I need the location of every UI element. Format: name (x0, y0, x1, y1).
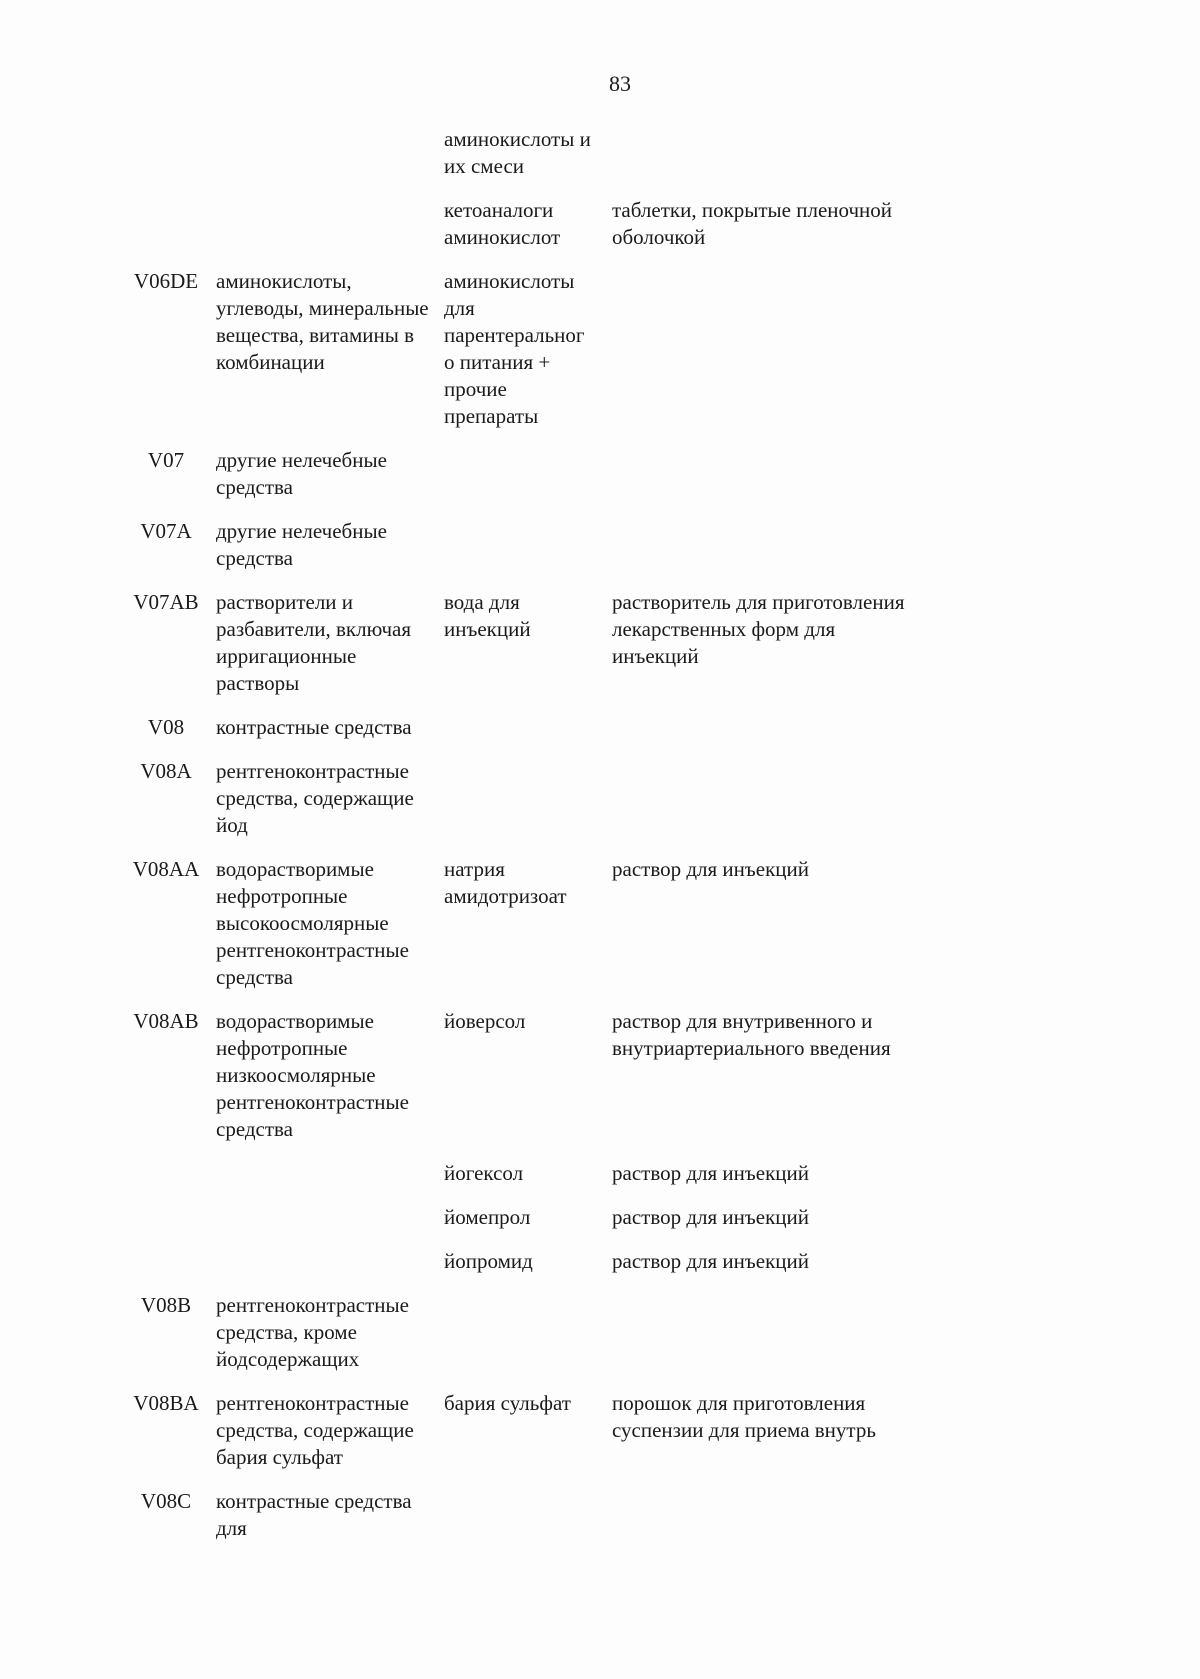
atc-code: V08B (140, 1293, 192, 1317)
dosage-form: порошок для приготовления суспензии для приема внутрь (612, 1391, 876, 1442)
table-row (128, 1248, 1028, 1275)
group-name: рентгеноконтрастные средства, содержащие бария сульфат (216, 1391, 414, 1469)
table-row (128, 1204, 1028, 1231)
table-row (128, 714, 1028, 741)
group-name: контрастные средства для (216, 1489, 412, 1540)
group-name: аминокислоты, углеводы, минеральные вещества, витамины в комбинации (216, 269, 429, 374)
table-row (128, 589, 1028, 697)
drug-classification-table (128, 126, 1028, 1542)
table-row (128, 758, 1028, 839)
atc-code: V08A (140, 759, 192, 783)
drug-name: кетоаналоги аминокислот (444, 198, 561, 249)
atc-code: V08AB (133, 1009, 199, 1033)
dosage-form: растворитель для приготовления лекарственных форм для инъекций (612, 590, 905, 668)
dosage-form: раствор для инъекций (612, 1161, 809, 1185)
drug-name: натрия амидотризоат (444, 857, 567, 908)
drug-name: бария сульфат (444, 1391, 571, 1415)
table-row (128, 126, 1028, 180)
atc-code: V06DE (133, 269, 199, 293)
atc-code: V08C (140, 1489, 192, 1513)
group-name: другие нелечебные средства (216, 519, 387, 570)
dosage-form: раствор для инъекций (612, 1205, 809, 1229)
atc-code: V08AA (132, 857, 200, 881)
drug-name: йомепрол (444, 1205, 531, 1229)
dosage-form: таблетки, покрытые пленочной оболочкой (612, 198, 893, 249)
group-name: рентгеноконтрастные средства, содержащие йод (216, 759, 414, 837)
table-row (128, 268, 1028, 430)
group-name: растворители и разбавители, включая ирригационные растворы (216, 590, 412, 695)
table-row (128, 197, 1028, 251)
drug-name: йопромид (444, 1249, 533, 1273)
drug-name: вода для инъекций (444, 590, 531, 641)
group-name: другие нелечебные средства (216, 448, 387, 499)
table-row (128, 1008, 1028, 1143)
dosage-form: раствор для инъекций (612, 1249, 809, 1273)
group-name: водорастворимые нефротропные высокоосмолярные рентгеноконтрастные средства (216, 857, 409, 989)
drug-name: йоверсол (444, 1009, 526, 1033)
atc-code: V08 (147, 715, 185, 739)
group-name: контрастные средства (216, 715, 412, 739)
table-row (128, 1488, 1028, 1542)
table-row (128, 856, 1028, 991)
atc-code: V07A (140, 519, 192, 543)
atc-code: V07AB (133, 590, 199, 614)
drug-name: аминокислоты и их смеси (444, 127, 591, 178)
table-row (128, 1390, 1028, 1471)
group-name: водорастворимые нефротропные низкоосмолярные рентгеноконтрастные средства (216, 1009, 409, 1141)
table-row (128, 447, 1028, 501)
atc-code: V07 (147, 448, 185, 472)
table-row (128, 1292, 1028, 1373)
dosage-form: раствор для инъекций (612, 857, 809, 881)
table-row (128, 1160, 1028, 1187)
atc-code: V08BA (133, 1391, 199, 1415)
dosage-form: раствор для внутривенного и внутриартериального введения (612, 1009, 891, 1060)
group-name: рентгеноконтрастные средства, кроме йодсодержащих (216, 1293, 409, 1371)
page-number: 83 (609, 71, 631, 96)
table-row (128, 518, 1028, 572)
drug-name: йогексол (444, 1161, 524, 1185)
drug-name: аминокислоты для парентеральног о питания + прочие препараты (444, 269, 585, 428)
